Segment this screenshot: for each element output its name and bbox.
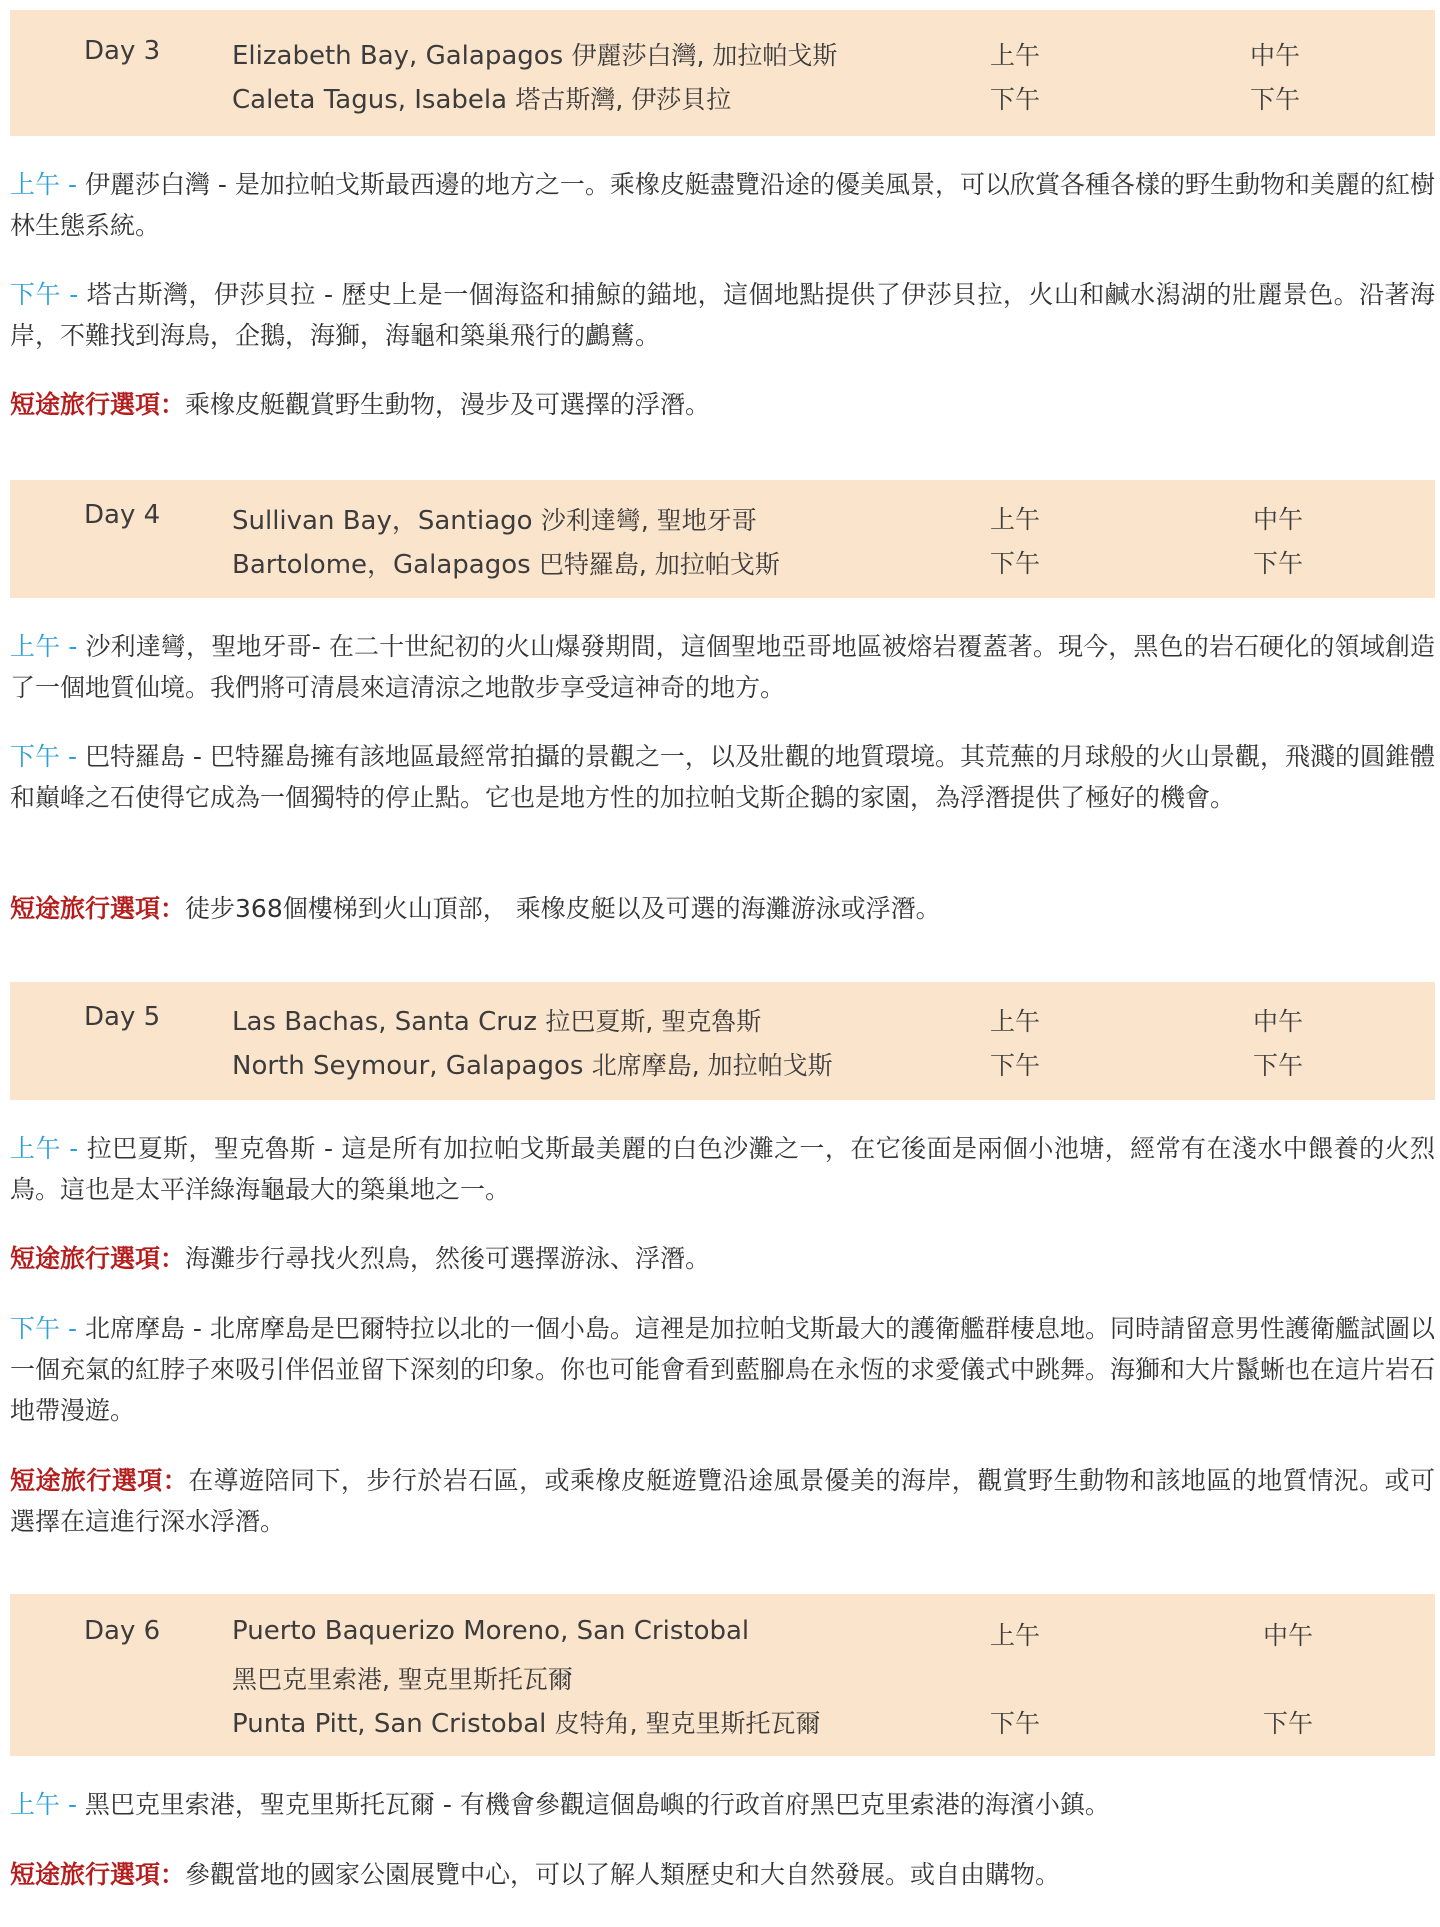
day-5-am-paragraph: 上午 - 拉巴夏斯，聖克魯斯 - 這是所有加拉帕戈斯最美麗的白色沙灘之一，在它後面是兩個小池塘，經常有在淺水中餵養的火烈鳥。這也是太平洋綠海龜最大的築巢地之一。 xyxy=(10,1134,1435,1204)
day-3-excursion-options: 短途旅行選項：乘橡皮艇觀賞野生動物，漫步及可選擇的浮潛。 xyxy=(10,390,711,419)
day-4-am-paragraph: 上午 - 沙利達彎，聖地牙哥- 在二十世紀初的火山爆發期間，這個聖地亞哥地區被熔岩覆蓋著。現今，黑色的岩石硬化的領域創造了一個地質仙境。我們將可清晨來這清涼之地散步享受這神奇的地方。 xyxy=(10,632,1435,702)
day-3-noon: 中午 xyxy=(1250,41,1301,70)
excursion-label: 短途旅行選項： xyxy=(10,1466,189,1495)
am-label: 上午 - xyxy=(10,170,85,199)
day-4-pm-1: 下午 xyxy=(990,549,1041,578)
day-6-location-2: Punta Pitt, San Cristobal 皮特角, 聖克里斯托瓦爾 xyxy=(232,1709,821,1739)
excursion-label: 短途旅行選項： xyxy=(10,390,186,419)
day-6-am: 上午 xyxy=(990,1621,1041,1650)
day-5-excursion-options: 短途旅行選項：在導遊陪同下，步行於岩石區，或乘橡皮艇遊覽沿途風景優美的海岸，觀賞野生動物和該地區的地質情況。或可選擇在這進行深水浮潛。 xyxy=(10,1466,1435,1536)
day-3-pm-2: 下午 xyxy=(1250,85,1301,114)
pm-label: 下午 - xyxy=(10,1314,85,1343)
day-4-location-1: Sullivan Bay，Santiago 沙利達彎, 聖地牙哥 xyxy=(232,506,757,536)
day-6-pm-2: 下午 xyxy=(1263,1709,1314,1738)
day-6-location-1: Puerto Baquerizo Moreno, San Cristobal xyxy=(232,1616,750,1646)
day-6-location-1-zh: 黑巴克里索港, 聖克里斯托瓦爾 xyxy=(232,1665,573,1694)
am-label: 上午 - xyxy=(10,632,86,661)
day-3-pm-paragraph: 下午 - 塔古斯灣，伊莎貝拉 - 歷史上是一個海盜和捕鯨的錨地，這個地點提供了伊莎貝拉，火山和鹹水潟湖的壯麗景色。沿著海岸，不難找到海鳥，企鵝，海獅，海龜和築巢飛行的鸕鶿。 xyxy=(10,280,1435,350)
day-3-label: Day 3 xyxy=(84,36,161,66)
day-6-excursion-options: 短途旅行選項：參觀當地的國家公園展覽中心，可以了解人類歷史和大自然發展。或自由購物。 xyxy=(10,1860,1061,1889)
day-3-location-1: Elizabeth Bay, Galapagos 伊麗莎白灣, 加拉帕戈斯 xyxy=(232,41,838,71)
day-3-am: 上午 xyxy=(990,41,1041,70)
day-5-location-1: Las Bachas, Santa Cruz 拉巴夏斯, 聖克魯斯 xyxy=(232,1007,762,1037)
day-4-pm-2: 下午 xyxy=(1253,549,1304,578)
day-5-pm-1: 下午 xyxy=(990,1051,1041,1080)
day-6-am-paragraph: 上午 - 黑巴克里索港，聖克里斯托瓦爾 - 有機會參觀這個島嶼的行政首府黑巴克里索港的海濱小鎮。 xyxy=(10,1790,1110,1819)
day-5-label: Day 5 xyxy=(84,1002,161,1032)
pm-label: 下午 - xyxy=(10,280,87,309)
day-5-am: 上午 xyxy=(990,1007,1041,1036)
day-5-noon: 中午 xyxy=(1253,1007,1304,1036)
day-6-noon: 中午 xyxy=(1263,1621,1314,1650)
day-3-pm-1: 下午 xyxy=(990,85,1041,114)
day-4-label: Day 4 xyxy=(84,500,161,530)
day-5-pm-2: 下午 xyxy=(1253,1051,1304,1080)
pm-label: 下午 - xyxy=(10,742,85,771)
excursion-label: 短途旅行選項： xyxy=(10,894,186,923)
day-5-am-excursion-options: 短途旅行選項：海灘步行尋找火烈鳥，然後可選擇游泳、浮潛。 xyxy=(10,1244,711,1273)
day-3-location-2: Caleta Tagus, Isabela 塔古斯灣, 伊莎貝拉 xyxy=(232,85,732,115)
day-5-location-2: North Seymour, Galapagos 北席摩島, 加拉帕戈斯 xyxy=(232,1051,833,1081)
day-4-banner xyxy=(10,480,1435,598)
day-6-banner xyxy=(10,1594,1435,1756)
day-3-am-paragraph: 上午 - 伊麗莎白灣 - 是加拉帕戈斯最西邊的地方之一。乘橡皮艇盡覽沿途的優美風景，可以欣賞各種各樣的野生動物和美麗的紅樹林生態系統。 xyxy=(10,170,1436,240)
day-4-excursion-options: 短途旅行選項：徒步368個樓梯到火山頂部， 乘橡皮艇以及可選的海灘游泳或浮潛。 xyxy=(10,894,941,923)
day-6-pm-1: 下午 xyxy=(990,1709,1041,1738)
day-4-location-2: Bartolome，Galapagos 巴特羅島, 加拉帕戈斯 xyxy=(232,550,780,580)
am-label: 上午 - xyxy=(10,1134,87,1163)
day-5-pm-paragraph: 下午 - 北席摩島 - 北席摩島是巴爾特拉以北的一個小島。這裡是加拉帕戈斯最大的護衛艦群棲息地。同時請留意男性護衛艦試圖以一個充氣的紅脖子來吸引伴侶並留下深刻的印象。你也可能會看到藍腳鳥在永恆的求愛儀式中跳舞。海獅和大片鬣蜥也在這片岩石地帶漫遊。 xyxy=(10,1314,1436,1425)
excursion-label: 短途旅行選項： xyxy=(10,1244,186,1273)
day-5-banner xyxy=(10,982,1435,1100)
am-label: 上午 - xyxy=(10,1790,85,1819)
day-6-label: Day 6 xyxy=(84,1616,161,1646)
day-4-noon: 中午 xyxy=(1253,505,1304,534)
day-3-banner xyxy=(10,10,1435,136)
day-4-am: 上午 xyxy=(990,505,1041,534)
day-4-pm-paragraph: 下午 - 巴特羅島 - 巴特羅島擁有該地區最經常拍攝的景觀之一，以及壯觀的地質環境。其荒蕪的月球般的火山景觀，飛濺的圓錐體和巔峰之石使得它成為一個獨特的停止點。它也是地方性的加拉帕戈斯企鵝的家園，為浮潛提供了極好的機會。 xyxy=(10,742,1436,812)
excursion-label: 短途旅行選項： xyxy=(10,1860,186,1889)
